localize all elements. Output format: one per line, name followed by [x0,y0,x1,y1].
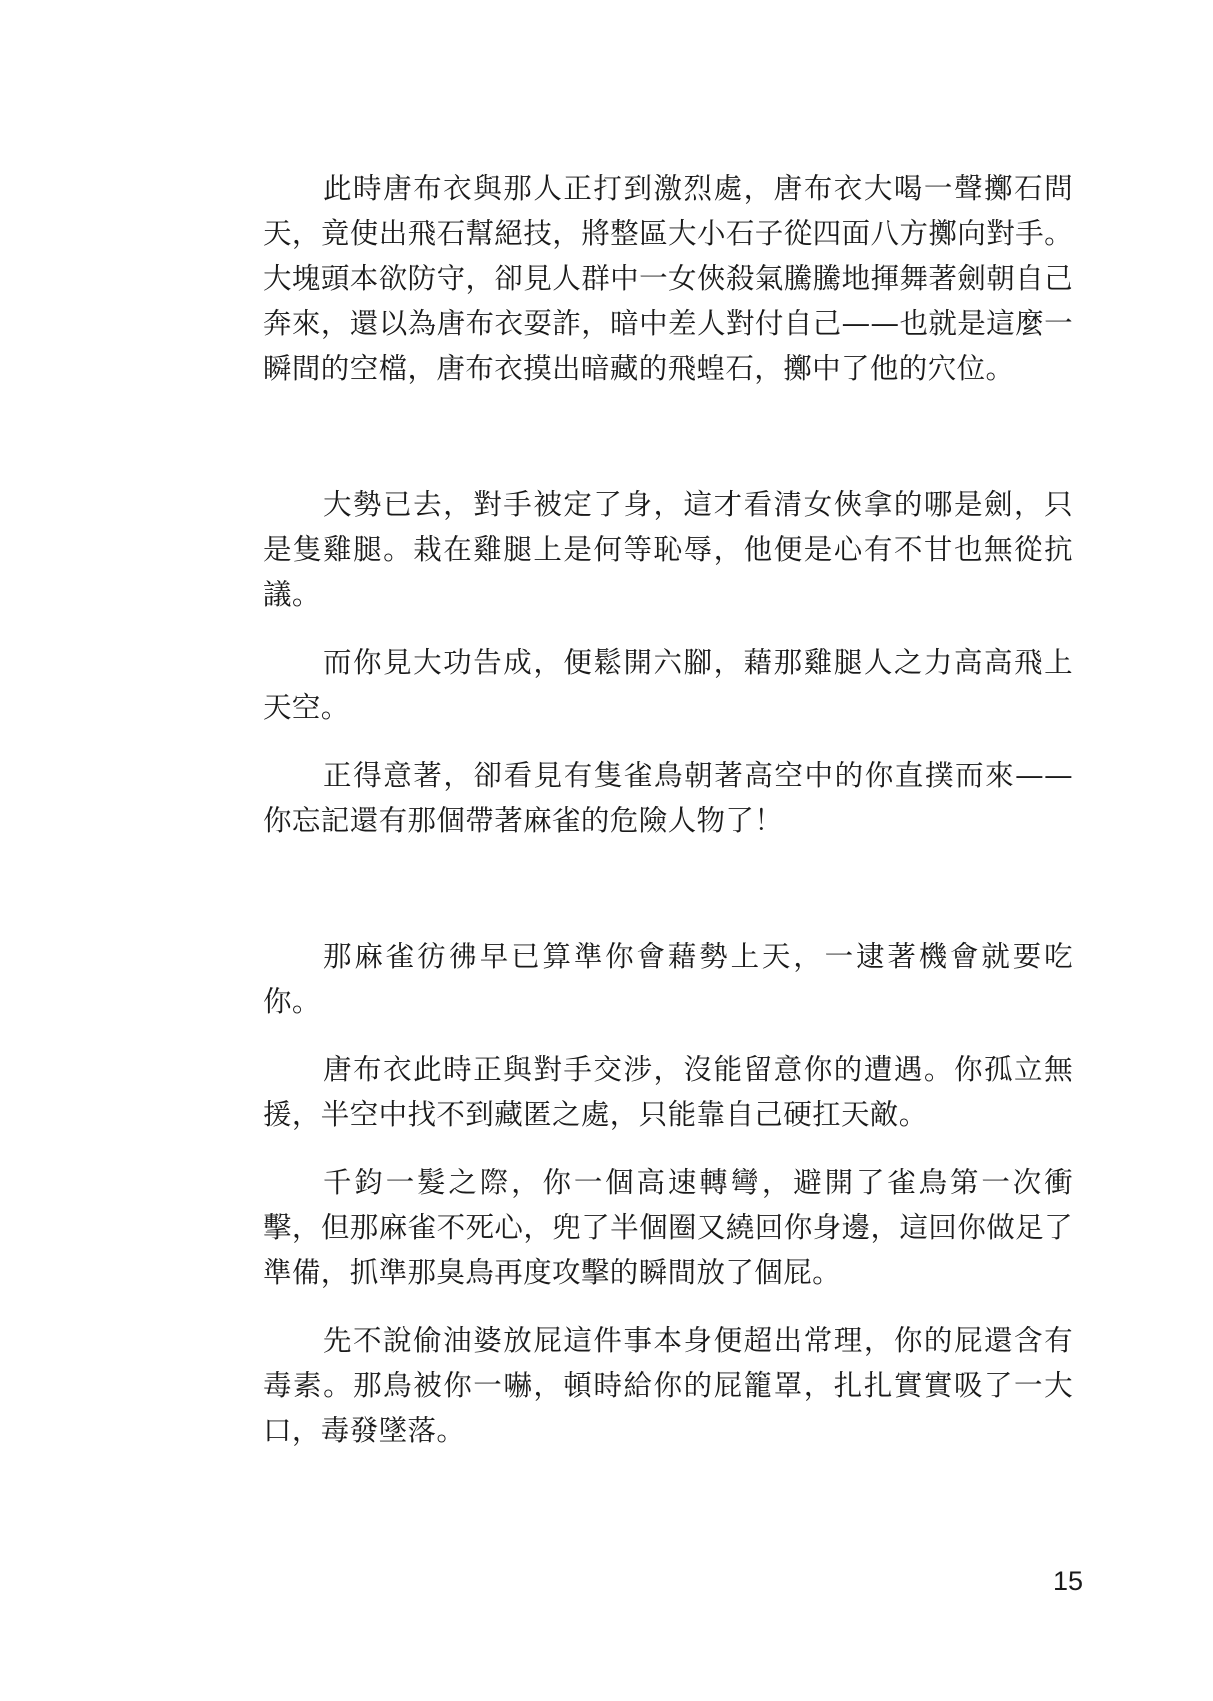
paragraph-7: 千鈞一髮之際，你一個高速轉彎，避開了雀鳥第一次衝擊，但那麻雀不死心，兜了半個圈又繞回你身邊，這回你做足了準備，抓準那臭鳥再度攻擊的瞬間放了個屁。 [263,1166,1073,1289]
paragraph-8: 先不說偷油婆放屁這件事本身便超出常理，你的屁還含有毒素。那鳥被你一嚇，頓時給你的屁籠罩，扎扎實實吸了一大口，毒發墜落。 [263,1324,1073,1447]
paragraph-6: 唐布衣此時正與對手交涉，沒能留意你的遭遇。你孤立無援，半空中找不到藏匿之處，只能靠自己硬扛天敵。 [263,1053,1073,1131]
story-body [263,166,1073,1453]
paragraph-4: 正得意著，卻看見有隻雀鳥朝著高空中的你直撲而來——你忘記還有那個帶著麻雀的危險人物了！ [263,759,1073,837]
page-number: 15 [1052,1566,1083,1596]
paragraph-1: 此時唐布衣與那人正打到激烈處，唐布衣大喝一聲擲石問天，竟使出飛石幫絕技，將整區大小石子從四面八方擲向對手。大塊頭本欲防守，卻見人群中一女俠殺氣騰騰地揮舞著劍朝自己奔來，還以為唐布衣耍詐，暗中差人對付自己——也就是這麼一瞬間的空檔，唐布衣摸出暗藏的飛蝗石，擲中了他的穴位。 [263,172,1073,385]
paragraph-3: 而你見大功告成，便鬆開六腳，藉那雞腿人之力高高飛上天空。 [263,646,1073,724]
paragraph-5: 那麻雀彷彿早已算準你會藉勢上天，一逮著機會就要吃你。 [263,940,1073,1018]
paragraph-2: 大勢已去，對手被定了身，這才看清女俠拿的哪是劍，只是隻雞腿。栽在雞腿上是何等恥辱，他便是心有不甘也無從抗議。 [263,488,1073,611]
